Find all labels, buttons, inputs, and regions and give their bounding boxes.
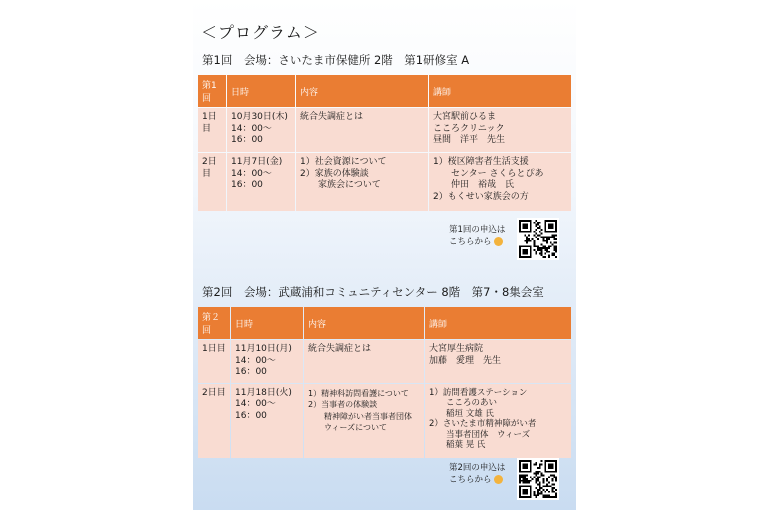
session-1-table — [197, 74, 572, 212]
content-line: 精神障がい者当事者団体 — [308, 411, 412, 421]
header-session: 第２回 — [198, 307, 230, 339]
lecturer-line: 大宮駅前ひるま — [433, 112, 497, 122]
header-datetime: 日時 — [231, 307, 303, 339]
lecturer-line: 2）もくせい家族会の方 — [433, 191, 529, 202]
header-lecturer: 講師 — [429, 75, 571, 107]
day-cell: 1日目 — [198, 108, 226, 152]
session-2-title: 第2回 会場：武蔵浦和コミュニティセンター 8階 第7・8集会室 — [202, 285, 544, 299]
session-2-qr-code-icon[interactable] — [517, 458, 559, 500]
lecturer-line: 稲垣 文雄 氏 — [429, 408, 494, 419]
lecturer-line: 昼間 洋平 先生 — [433, 135, 506, 145]
lecturer-line: 稲葉 晃 氏 — [429, 440, 486, 450]
apply-text: 第1回の申込は — [449, 225, 506, 235]
content-line: 2）当事者の体験談 — [308, 400, 378, 409]
program-page — [193, 0, 576, 510]
pointing-hand-icon — [494, 237, 503, 246]
content-cell — [296, 108, 428, 152]
session-1-apply-note — [449, 224, 505, 248]
content-cell — [304, 384, 424, 458]
start-time: 14：00～ — [235, 399, 276, 409]
datetime-cell — [231, 384, 303, 458]
session-2-apply-note — [449, 462, 505, 486]
content-line: 2）家族の体験談 — [300, 168, 369, 179]
session-1-title: 第1回 会場：さいたま市保健所 2階 第1研修室 A — [202, 53, 470, 67]
start-time: 14：00～ — [235, 355, 276, 366]
apply-text: こちらから — [449, 237, 492, 247]
start-time: 14：00～ — [231, 123, 272, 134]
content-line: 1）精神科訪問看護について — [308, 388, 409, 398]
table-row — [198, 340, 571, 383]
day-cell: 1日目 — [198, 340, 230, 383]
day-cell: 2日目 — [198, 384, 230, 458]
table-row — [198, 108, 571, 152]
content-cell — [296, 153, 428, 211]
apply-text: 第2回の申込は — [449, 463, 506, 473]
table-header-row — [198, 75, 571, 107]
lecturer-line: 1）訪問看護ステーション — [429, 387, 528, 398]
date-text: 11月7日(金) — [231, 157, 283, 167]
lecturer-cell — [429, 153, 571, 211]
header-content: 内容 — [304, 307, 424, 339]
header-content: 内容 — [296, 75, 428, 107]
page-title: ＜プログラム＞ — [201, 23, 320, 42]
lecturer-line: 当事者団体 ウィーズ — [429, 429, 531, 440]
content-line: 統合失調症とは — [308, 344, 372, 354]
datetime-cell — [231, 340, 303, 383]
lecturer-cell — [425, 384, 571, 458]
lecturer-line: 1）桜区障害者生活支援 — [433, 157, 529, 167]
content-cell — [304, 340, 424, 383]
end-time: 16：00 — [235, 410, 267, 421]
lecturer-line: 加藤 愛理 先生 — [429, 355, 502, 366]
lecturer-line: センター さくらとぴあ — [433, 168, 544, 179]
apply-text: こちらから — [449, 475, 492, 485]
end-time: 16：00 — [235, 367, 267, 377]
table-row — [198, 384, 571, 458]
lecturer-line: こころのあい — [429, 398, 498, 408]
datetime-cell — [227, 153, 295, 211]
content-line: 1）社会資源について — [300, 157, 387, 167]
content-line: ウィーズについて — [308, 423, 387, 432]
start-time: 14：00～ — [231, 168, 272, 179]
header-datetime: 日時 — [227, 75, 295, 107]
lecturer-line: こころクリニック — [433, 123, 505, 134]
pointing-hand-icon — [494, 475, 503, 484]
lecturer-line: 2）さいたま市精神障がい者 — [429, 419, 537, 429]
date-text: 10月30日(木) — [231, 112, 288, 122]
date-text: 11月10日(月) — [235, 344, 292, 354]
end-time: 16：00 — [231, 135, 263, 145]
content-line: 家族会について — [300, 180, 381, 190]
table-row — [198, 153, 571, 211]
lecturer-cell — [429, 108, 571, 152]
datetime-cell — [227, 108, 295, 152]
content-line: 統合失調症とは — [300, 112, 364, 122]
lecturer-line: 仲田 裕哉 氏 — [433, 180, 515, 190]
date-text: 11月18日(火) — [235, 387, 292, 398]
end-time: 16：00 — [231, 180, 263, 190]
day-cell: 2日目 — [198, 153, 226, 211]
lecturer-line: 大宮厚生病院 — [429, 344, 484, 354]
session-1-qr-code-icon[interactable] — [517, 218, 559, 260]
table-header-row — [198, 307, 571, 339]
lecturer-cell — [425, 340, 571, 383]
header-lecturer: 講師 — [425, 307, 571, 339]
header-session: 第1回 — [198, 75, 226, 107]
session-2-table — [197, 306, 572, 459]
